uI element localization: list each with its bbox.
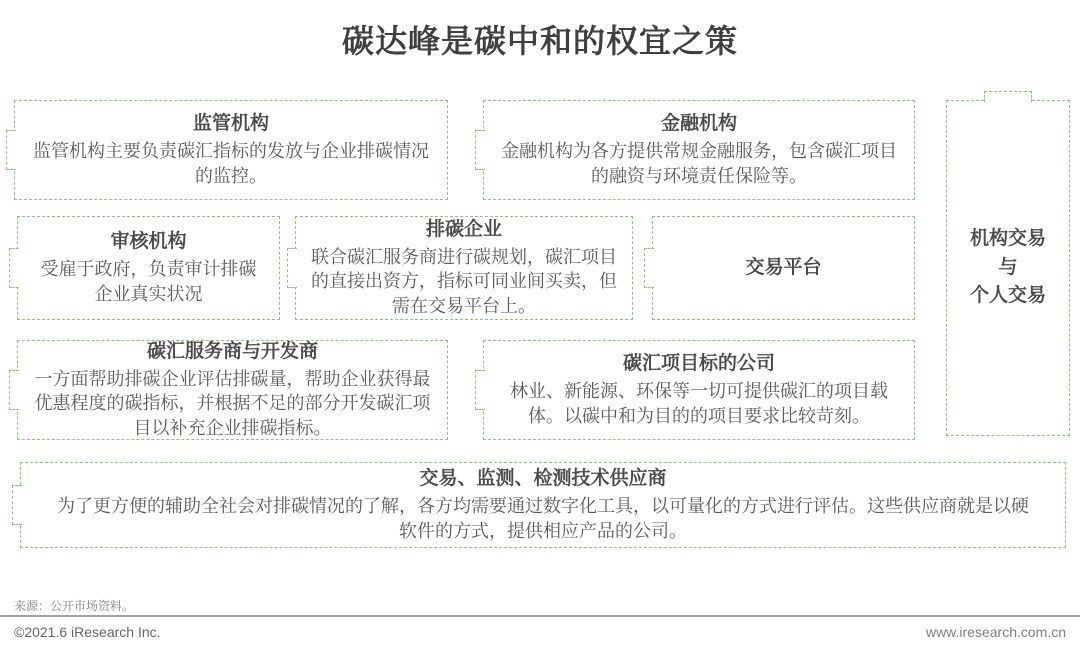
box-trading-platform-title: 交易平台 — [745, 257, 822, 279]
left-notch — [475, 130, 485, 170]
box-auditor — [17, 216, 280, 320]
box-tech-supplier-title: 交易、监测、检测技术供应商 — [419, 468, 667, 490]
box-emitter-title: 排碳企业 — [425, 218, 502, 240]
box-project-company-body: 林业、新能源、环保等一切可提供碳汇的项目载体。以碳中和为目的的项目要求比较苛刻。 — [510, 380, 888, 426]
box-financial-title: 金融机构 — [660, 113, 737, 135]
page-title: 碳达峰是碳中和的权宜之策 — [341, 23, 738, 59]
box-tech-supplier-body: 为了更方便的辅助全社会对排碳情况的了解，各方均需要通过数字化工具，以可量化的方式进行评估。这些供应商就是以硬软件的方式，提供相应产品的公司。 — [57, 496, 1029, 541]
footer-divider — [0, 615, 1080, 617]
box-regulator-body: 监管机构主要负责碳汇指标的发放与企业排碳情况的监控。 — [33, 140, 429, 186]
left-notch — [644, 248, 654, 288]
box-regulator-title: 监管机构 — [192, 113, 269, 135]
left-notch — [475, 370, 485, 410]
side-box-line-2: 与 — [998, 256, 1018, 278]
box-tech-supplier — [20, 462, 1066, 548]
left-notch — [287, 248, 297, 288]
box-auditor-title: 审核机构 — [110, 231, 187, 253]
copyright-text: ©2021.6 iResearch Inc. — [14, 624, 161, 640]
box-service-provider-title: 碳汇服务商与开发商 — [146, 340, 318, 362]
box-auditor-body: 受雇于政府，负责审计排碳企业真实状况 — [40, 258, 257, 304]
box-financial-body: 金融机构为各方提供常规金融服务，包含碳汇项目的融资与环境责任保险等。 — [501, 140, 897, 186]
box-carbon-emitter — [295, 216, 633, 320]
box-emitter-body: 联合碳汇服务商进行碳规划，碳汇项目的直接出资方，指标可同业间买卖，但需在交易平台上。 — [311, 246, 617, 317]
top-notch — [984, 91, 1032, 102]
side-box-line-1: 机构交易 — [969, 228, 1046, 250]
left-notch — [12, 485, 22, 525]
box-carbon-project-company — [483, 340, 915, 440]
left-notch — [9, 370, 19, 410]
box-regulator — [14, 100, 448, 200]
left-notch — [6, 130, 16, 170]
box-institution-personal-trading — [946, 100, 1070, 436]
box-project-company-title: 碳汇项目标的公司 — [622, 353, 775, 375]
box-service-provider-body: 一方面帮助排碳企业评估排碳量，帮助企业获得最优惠程度的碳指标，并根据不足的部分开发碳汇项目以补充企业排碳指标。 — [34, 368, 431, 439]
box-trading-platform — [652, 216, 915, 320]
left-notch — [9, 248, 19, 288]
box-financial-institution — [483, 100, 915, 200]
source-note: 来源：公开市场资料。 — [14, 599, 135, 613]
side-box-line-3: 个人交易 — [969, 285, 1046, 307]
box-carbon-service-provider — [17, 340, 448, 440]
website-text: www.iresearch.com.cn — [925, 624, 1066, 640]
